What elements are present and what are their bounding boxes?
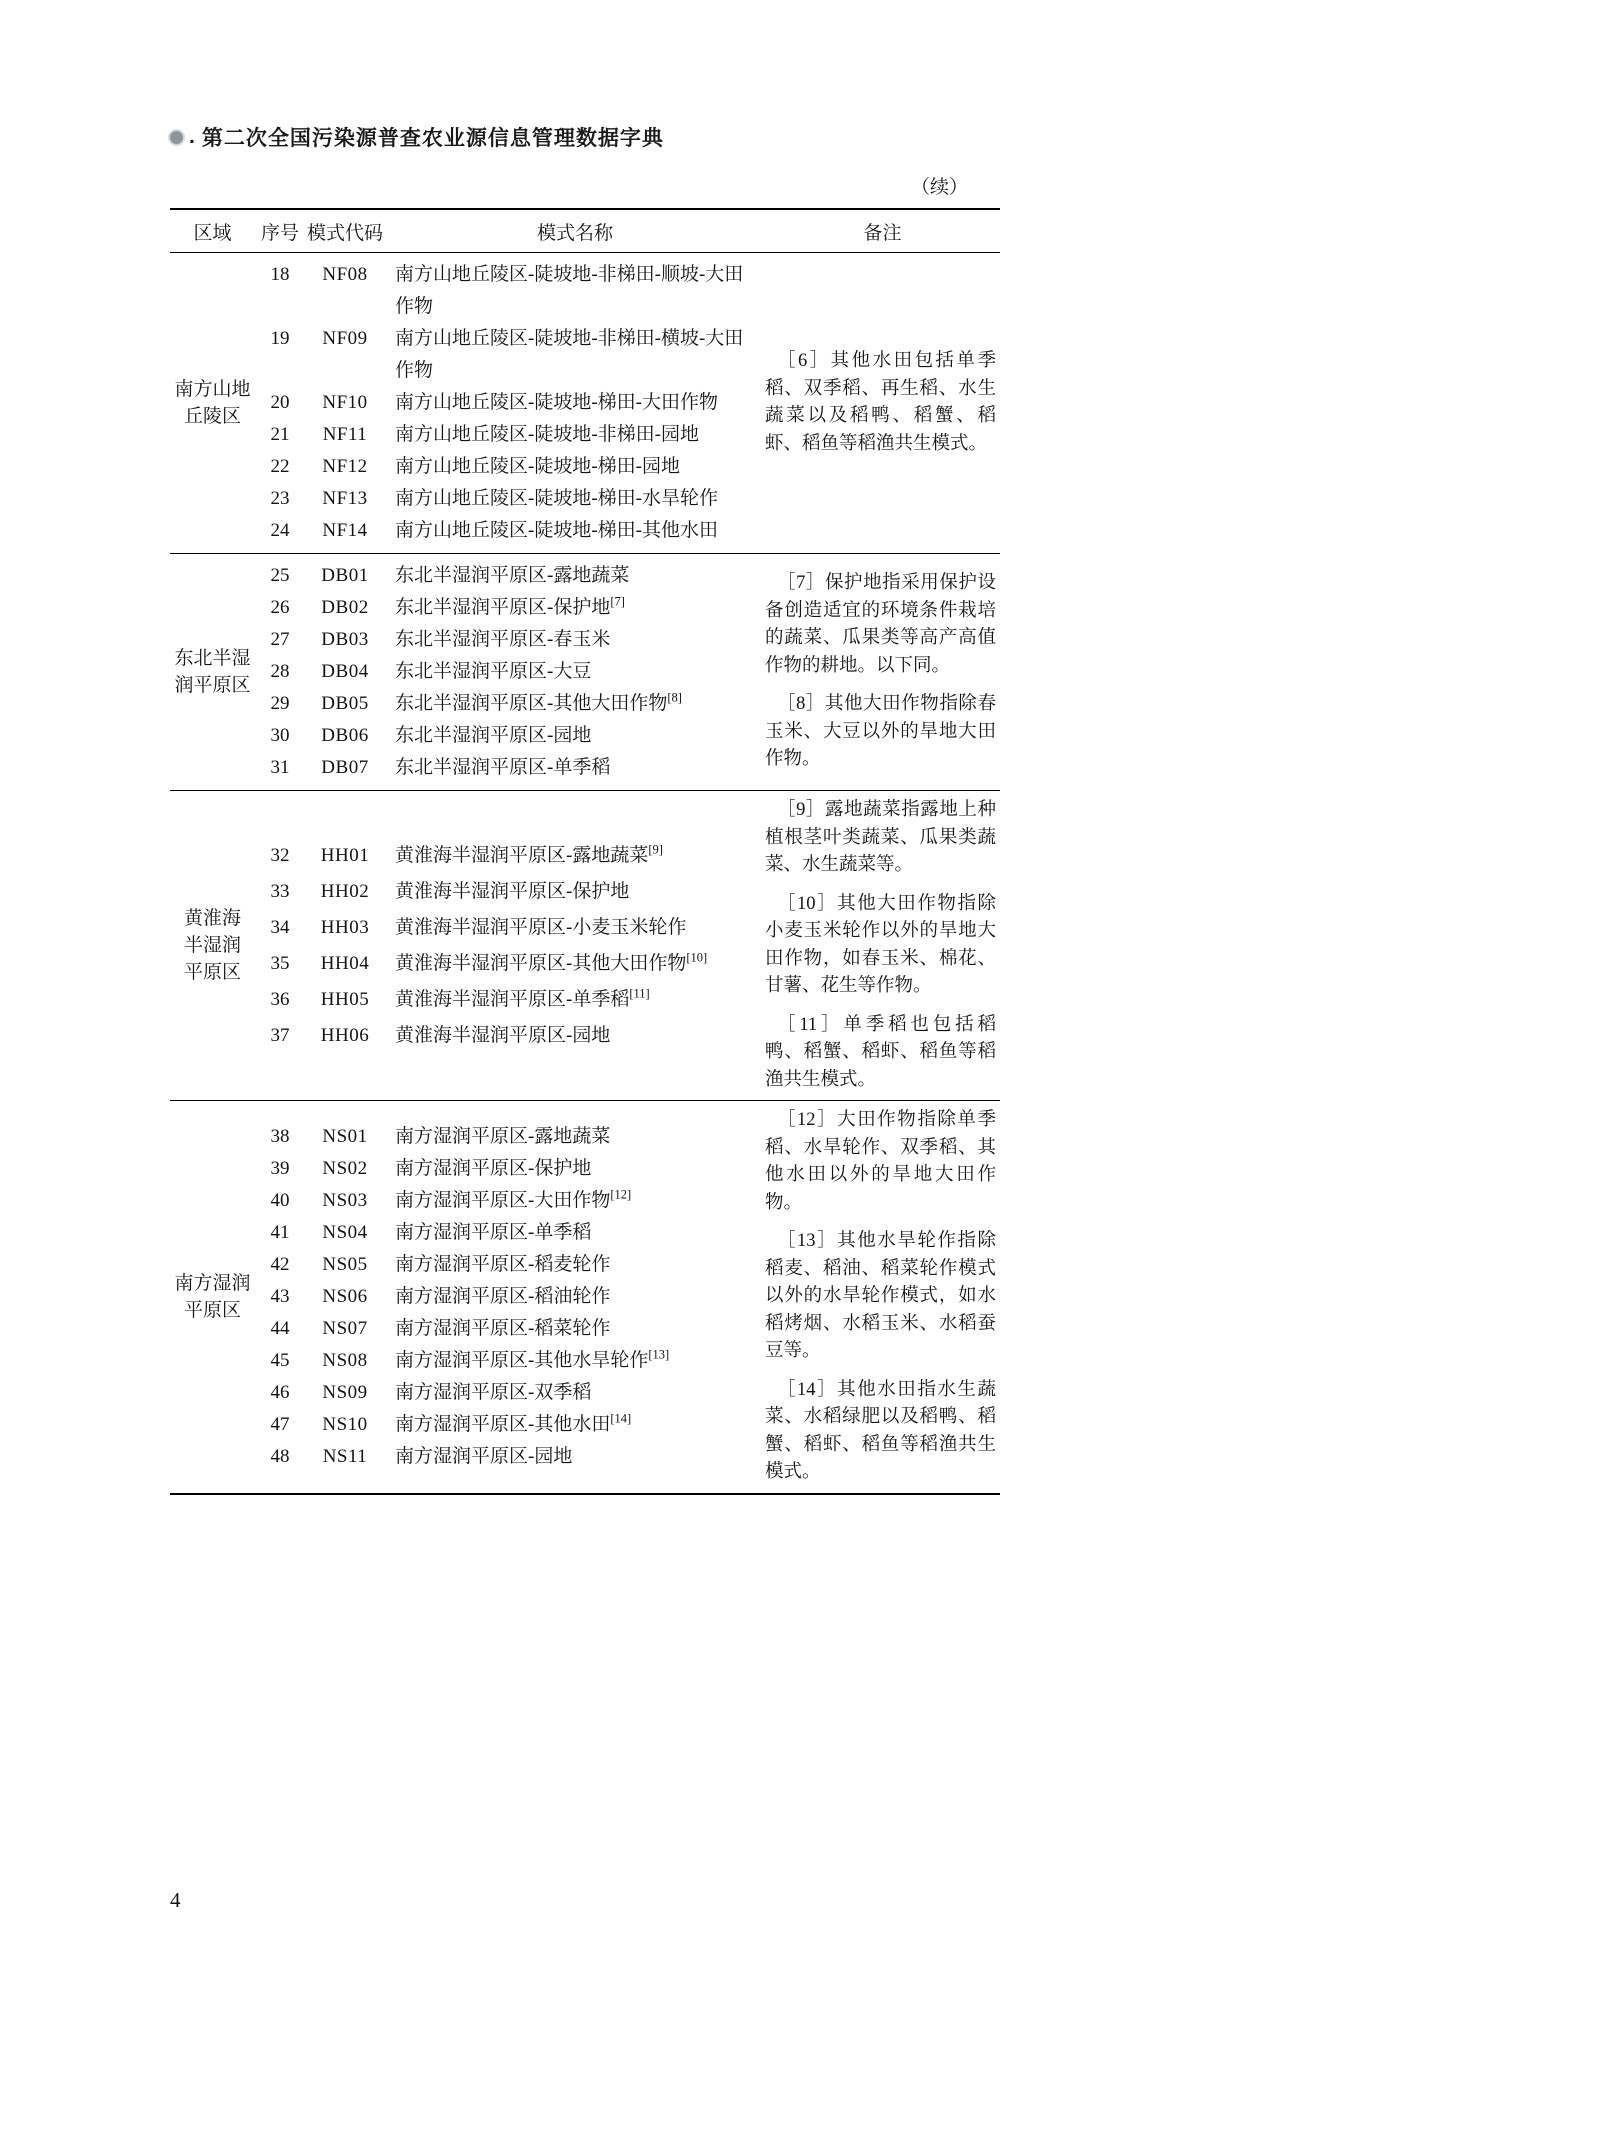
pattern-code: HH02 xyxy=(320,880,370,902)
remarks-cell xyxy=(765,797,1000,1094)
pattern-name xyxy=(385,1153,765,1185)
pattern-name-text: 南方山地丘陵区-陡坡地-梯田-大田作物 xyxy=(395,392,718,413)
row-index: 33 xyxy=(270,880,290,902)
row-index: 22 xyxy=(270,456,290,477)
pattern-code: NF09 xyxy=(322,328,368,349)
column-header-code: 模式代码 xyxy=(306,222,383,244)
table-row xyxy=(255,515,765,547)
row-index: 34 xyxy=(270,916,290,938)
pattern-name-text: 南方湿润平原区-稻菜轮作 xyxy=(395,1317,611,1339)
row-index: 23 xyxy=(270,488,290,509)
table-row xyxy=(255,451,765,483)
column-header-region: 区域 xyxy=(193,222,232,244)
pattern-name-text: 东北半湿润平原区-春玉米 xyxy=(395,629,611,650)
footnote-ref: [14] xyxy=(610,1411,632,1426)
region-group xyxy=(170,791,1000,1101)
footnote-ref: [11] xyxy=(629,986,650,1001)
footnote: ［14］其他水田指水生蔬菜、水稻绿肥以及稻鸭、稻蟹、稻虾、稻鱼等稻渔共生模式。 xyxy=(765,1379,996,1482)
region-label-line: 黄淮海 xyxy=(183,908,241,929)
table-row xyxy=(255,1153,765,1185)
row-index: 39 xyxy=(270,1157,290,1179)
region-label-line: 润平原区 xyxy=(174,675,251,696)
remarks-cell xyxy=(765,259,1000,547)
table-row xyxy=(255,910,765,946)
pattern-name-text: 南方山地丘陵区-陡坡地-梯田-其他水田 xyxy=(395,520,718,541)
pattern-code: NS05 xyxy=(322,1253,368,1275)
pattern-name xyxy=(385,720,765,752)
table-row xyxy=(255,1185,765,1217)
pattern-name-text: 黄淮海半湿润平原区-园地 xyxy=(395,1024,611,1046)
pattern-name-text: 南方湿润平原区-其他水旱轮作 xyxy=(395,1349,649,1371)
pattern-name-text: 南方湿润平原区-单季稻 xyxy=(395,1221,592,1243)
group-rows xyxy=(255,797,765,1094)
pattern-code-table xyxy=(170,208,1000,1495)
pattern-name-text: 东北半湿润平原区-其他大田作物 xyxy=(395,693,668,714)
column-header-name: 模式名称 xyxy=(536,222,613,244)
table-row xyxy=(255,946,765,982)
table-row xyxy=(255,1018,765,1054)
row-index: 43 xyxy=(270,1285,290,1307)
pattern-name xyxy=(385,387,765,419)
header-bullet-icon xyxy=(170,131,183,144)
row-index: 25 xyxy=(270,565,290,586)
row-index: 46 xyxy=(270,1381,290,1403)
table-row xyxy=(255,1345,765,1377)
pattern-code: NF11 xyxy=(322,424,368,445)
row-index: 26 xyxy=(270,597,290,618)
table-row xyxy=(255,592,765,624)
group-rows xyxy=(255,1107,765,1487)
footnote: ［6］其他水田包括单季稻、双季稻、再生稻、水生蔬菜以及稻鸭、稻蟹、稻虾、稻鱼等稻渔共生模式。 xyxy=(765,351,996,454)
pattern-name xyxy=(385,1281,765,1313)
footnote-ref: [8] xyxy=(667,690,682,705)
pattern-code: NS09 xyxy=(322,1381,368,1403)
pattern-name-text: 黄淮海半湿润平原区-其他大田作物 xyxy=(395,952,687,974)
pattern-name-text: 黄淮海半湿润平原区-小麦玉米轮作 xyxy=(395,916,687,938)
pattern-code: NS06 xyxy=(322,1285,368,1307)
row-index: 45 xyxy=(270,1349,290,1371)
row-index: 47 xyxy=(270,1413,290,1435)
pattern-name xyxy=(385,874,765,910)
pattern-name xyxy=(385,1249,765,1281)
pattern-name-text: 南方湿润平原区-保护地 xyxy=(395,1157,592,1179)
footnote: ［10］其他大田作物指除小麦玉米轮作以外的旱地大田作物，如春玉米、棉花、甘薯、花生等作物。 xyxy=(765,893,996,996)
region-group xyxy=(170,554,1000,791)
table-row xyxy=(255,688,765,720)
row-index: 27 xyxy=(270,629,290,650)
pattern-name-text: 东北半湿润平原区-单季稻 xyxy=(395,757,611,778)
table-header-row xyxy=(170,210,1000,253)
remarks-cell xyxy=(765,1107,1000,1487)
table-row xyxy=(255,1441,765,1473)
table-row xyxy=(255,656,765,688)
row-index: 41 xyxy=(270,1221,290,1243)
table-row xyxy=(255,874,765,910)
table-row xyxy=(255,1249,765,1281)
pattern-code: HH05 xyxy=(320,988,370,1010)
pattern-name-text: 黄淮海半湿润平原区-单季稻 xyxy=(395,988,630,1010)
footnote-ref: [7] xyxy=(610,594,625,609)
pattern-name xyxy=(385,515,765,547)
row-index: 32 xyxy=(270,844,290,866)
table-row xyxy=(255,1121,765,1153)
row-index: 18 xyxy=(270,264,290,285)
table-row xyxy=(255,1409,765,1441)
table-row xyxy=(255,1377,765,1409)
footnote: ［13］其他水旱轮作指除稻麦、稻油、稻菜轮作模式以外的水旱轮作模式，如水稻烤烟、水稻玉米、水稻蚕豆等。 xyxy=(765,1231,996,1361)
table-row xyxy=(255,387,765,419)
region-group xyxy=(170,253,1000,554)
pattern-name xyxy=(385,838,765,874)
row-index: 36 xyxy=(270,988,290,1010)
column-header-remark: 备注 xyxy=(863,222,902,244)
pattern-code: DB06 xyxy=(321,725,369,746)
pattern-name-text: 南方湿润平原区-露地蔬菜 xyxy=(395,1125,611,1147)
pattern-name-text: 东北半湿润平原区-露地蔬菜 xyxy=(395,565,630,586)
region-group xyxy=(170,1101,1000,1493)
pattern-name xyxy=(385,451,765,483)
pattern-name-text: 南方山地丘陵区-陡坡地-非梯田-园地 xyxy=(395,424,699,445)
header-separator: . xyxy=(189,125,196,148)
document-title: 第二次全国污染源普查农业源信息管理数据字典 xyxy=(201,127,664,150)
pattern-code: NS03 xyxy=(322,1189,368,1211)
region-label xyxy=(170,259,255,547)
row-index: 40 xyxy=(270,1189,290,1211)
pattern-name xyxy=(385,624,765,656)
pattern-name-text: 南方湿润平原区-稻油轮作 xyxy=(395,1285,611,1307)
pattern-name xyxy=(385,483,765,515)
footnote-ref: [9] xyxy=(648,842,663,857)
table-row xyxy=(255,624,765,656)
pattern-name-text: 南方山地丘陵区-陡坡地-非梯田-横坡-大田作物 xyxy=(395,328,744,381)
pattern-code: NS11 xyxy=(322,1445,368,1467)
region-label xyxy=(170,560,255,784)
row-index: 30 xyxy=(270,725,290,746)
table-row xyxy=(255,838,765,874)
pattern-code: NF08 xyxy=(322,264,368,285)
pattern-name xyxy=(385,1121,765,1153)
pattern-name xyxy=(385,1313,765,1345)
pattern-name xyxy=(385,946,765,982)
row-index: 24 xyxy=(270,520,290,541)
pattern-name xyxy=(385,419,765,451)
pattern-name xyxy=(385,982,765,1018)
footnote: ［8］其他大田作物指除春玉米、大豆以外的旱地大田作物。 xyxy=(765,694,996,770)
pattern-name-text: 南方湿润平原区-大田作物 xyxy=(395,1189,611,1211)
table-row xyxy=(255,720,765,752)
pattern-name xyxy=(385,688,765,720)
pattern-name xyxy=(385,1185,765,1217)
pattern-name xyxy=(385,1377,765,1409)
pattern-code: DB05 xyxy=(321,693,369,714)
pattern-name-text: 南方山地丘陵区-陡坡地-梯田-水旱轮作 xyxy=(395,488,718,509)
pattern-code: NF12 xyxy=(322,456,368,477)
page-number: 4 xyxy=(170,1888,181,1912)
pattern-name xyxy=(385,323,765,387)
pattern-name-text: 黄淮海半湿润平原区-露地蔬菜 xyxy=(395,844,649,866)
row-index: 48 xyxy=(270,1445,290,1467)
pattern-name-text: 黄淮海半湿润平原区-保护地 xyxy=(395,880,630,902)
pattern-name xyxy=(385,1217,765,1249)
pattern-code: NF14 xyxy=(322,520,368,541)
footnote-ref: [10] xyxy=(686,950,708,965)
table-body xyxy=(170,253,1000,1493)
region-label xyxy=(170,797,255,1094)
footnote: ［7］保护地指采用保护设备创造适宜的环境条件栽培的蔬菜、瓜果类等高产高值作物的耕地。以下同。 xyxy=(765,573,996,676)
pattern-name-text: 南方湿润平原区-园地 xyxy=(395,1445,573,1467)
pattern-name-text: 南方湿润平原区-双季稻 xyxy=(395,1381,592,1403)
pattern-name xyxy=(385,259,765,323)
pattern-name-text: 东北半湿润平原区-大豆 xyxy=(395,661,592,682)
remarks-cell xyxy=(765,560,1000,784)
region-label-line: 南方湿润 xyxy=(174,1272,251,1294)
pattern-code: DB03 xyxy=(321,629,369,650)
pattern-name-text: 南方湿润平原区-其他水田 xyxy=(395,1413,611,1435)
pattern-code: HH03 xyxy=(320,916,370,938)
pattern-name-text: 南方山地丘陵区-陡坡地-非梯田-顺坡-大田作物 xyxy=(395,264,744,317)
pattern-code: DB07 xyxy=(321,757,369,778)
group-rows xyxy=(255,560,765,784)
pattern-name xyxy=(385,1441,765,1473)
table-continuation-label: （续） xyxy=(910,177,968,198)
pattern-name xyxy=(385,1345,765,1377)
pattern-code: NF13 xyxy=(322,488,368,509)
row-index: 44 xyxy=(270,1317,290,1339)
pattern-name xyxy=(385,1409,765,1441)
row-index: 37 xyxy=(270,1024,290,1046)
region-label-line: 丘陵区 xyxy=(183,406,241,427)
pattern-code: NS10 xyxy=(322,1413,368,1435)
pattern-code: HH06 xyxy=(320,1024,370,1046)
pattern-name-text: 南方湿润平原区-稻麦轮作 xyxy=(395,1253,611,1275)
footnote: ［12］大田作物指除单季稻、水旱轮作、双季稻、其他水田以外的旱地大田作物。 xyxy=(765,1110,996,1213)
region-label xyxy=(170,1107,255,1487)
row-index: 31 xyxy=(270,757,290,778)
table-row xyxy=(255,323,765,387)
row-index: 38 xyxy=(270,1125,290,1147)
row-index: 35 xyxy=(270,952,290,974)
column-header-index: 序号 xyxy=(260,222,299,244)
pattern-code: HH01 xyxy=(320,844,370,866)
footnote: ［11］单季稻也包括稻鸭、稻蟹、稻虾、稻鱼等稻渔共生模式。 xyxy=(765,1014,996,1090)
pattern-name-text: 东北半湿润平原区-园地 xyxy=(395,725,592,746)
region-label-line: 平原区 xyxy=(183,1299,241,1321)
table-row xyxy=(255,982,765,1018)
pattern-code: NS02 xyxy=(322,1157,368,1179)
footnote-ref: [12] xyxy=(610,1187,632,1202)
pattern-code: HH04 xyxy=(320,952,370,974)
table-row xyxy=(255,483,765,515)
table-row xyxy=(255,752,765,784)
pattern-code: NS08 xyxy=(322,1349,368,1371)
pattern-code: NS04 xyxy=(322,1221,368,1243)
pattern-name-text: 东北半湿润平原区-保护地 xyxy=(395,597,611,618)
pattern-name xyxy=(385,1018,765,1054)
table-row xyxy=(255,1281,765,1313)
pattern-name xyxy=(385,910,765,946)
region-label-line: 南方山地 xyxy=(174,379,251,400)
row-index: 29 xyxy=(270,693,290,714)
row-index: 21 xyxy=(270,424,290,445)
pattern-code: DB04 xyxy=(321,661,369,682)
row-index: 42 xyxy=(270,1253,290,1275)
pattern-name xyxy=(385,560,765,592)
pattern-name xyxy=(385,656,765,688)
pattern-code: DB01 xyxy=(321,565,369,586)
pattern-code: NS01 xyxy=(322,1125,368,1147)
region-label-line: 平原区 xyxy=(183,962,241,983)
table-row xyxy=(255,259,765,323)
row-index: 20 xyxy=(270,392,290,413)
region-label-line: 东北半湿 xyxy=(174,648,251,669)
pattern-code: NF10 xyxy=(322,392,368,413)
pattern-name-text: 南方山地丘陵区-陡坡地-梯田-园地 xyxy=(395,456,680,477)
document-header xyxy=(170,122,664,152)
table-row xyxy=(255,419,765,451)
footnote-ref: [13] xyxy=(648,1347,670,1362)
pattern-code: DB02 xyxy=(321,597,369,618)
table-row xyxy=(255,1313,765,1345)
footnote: ［9］露地蔬菜指露地上种植根茎叶类蔬菜、瓜果类蔬菜、水生蔬菜等。 xyxy=(765,800,996,875)
row-index: 28 xyxy=(270,661,290,682)
row-index: 19 xyxy=(270,328,290,349)
table-row xyxy=(255,1217,765,1249)
table-row xyxy=(255,560,765,592)
pattern-code: NS07 xyxy=(322,1317,368,1339)
pattern-name xyxy=(385,592,765,624)
group-rows xyxy=(255,259,765,547)
pattern-name xyxy=(385,752,765,784)
region-label-line: 半湿润 xyxy=(183,935,241,956)
